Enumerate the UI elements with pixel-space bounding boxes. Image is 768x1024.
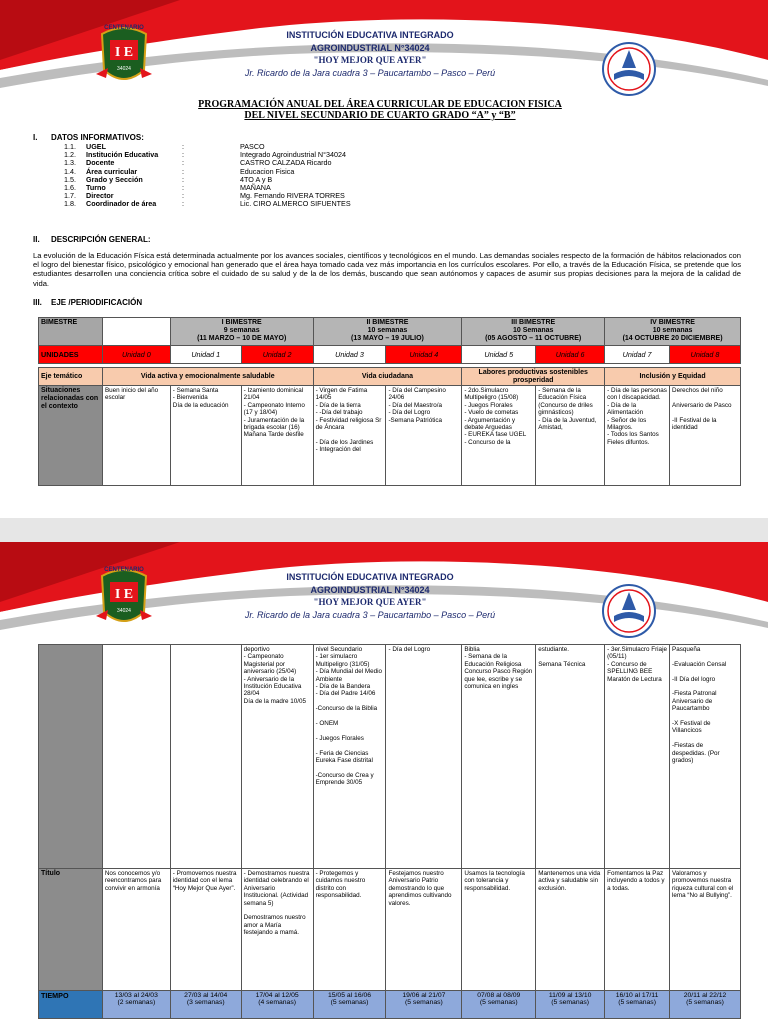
situacion-cell: Buen inicio del año escolar	[102, 386, 170, 486]
situacion-cell: estudiante. Semana Técnica	[536, 645, 605, 869]
titulo-cell: - Promovemos nuestra identidad con el lema “Hoy Mejor Que Ayer”.	[170, 869, 241, 991]
info-key: Área curricular	[86, 166, 138, 176]
situacion-cell: Pasqueña -Evaluación Censal -II Día del logro -Fiesta Patronal Aniversario de Paucartambo -X Festival de Villancicos -Fiestas de despedidas. (Por grados)	[670, 645, 741, 869]
titulo-cell: Fomentamos la Paz incluyendo a todos y a todas.	[605, 869, 670, 991]
situacion-cell: - Izamiento dominical 21/04 - Campeonato Interno (17 y 18/04) - Juramentación de la brigada escolar (16) Mañana Tarde desfile	[241, 386, 313, 486]
school-crest	[88, 18, 160, 90]
titulo-label: Título	[39, 869, 103, 991]
info-colon: :	[182, 183, 184, 193]
info-key: Grado y Sección	[86, 174, 143, 184]
info-key: Director	[86, 191, 114, 201]
info-value: CASTRO CALZADA Ricardo	[240, 158, 332, 168]
eje-cell: Vida ciudadana	[313, 368, 462, 386]
school-number: AGROINDUSTRIAL N°34024	[310, 43, 430, 53]
info-colon: :	[182, 191, 184, 201]
tiempo-cell: 16/10 al 17/11 (5 semanas)	[605, 991, 670, 1019]
info-key: Coordinador de área	[86, 199, 157, 209]
tiempo-cell: 20/11 al 22/12 (5 semanas)	[670, 991, 741, 1019]
svg-text:CENTENARIO: CENTENARIO	[104, 567, 144, 573]
situacion-cell: Biblia - Semana de la Educación Religiosa Concurso Pasco Región que lee, escribe y se comunica en ingles	[462, 645, 536, 869]
unidad-cell: Unidad 1	[170, 346, 241, 364]
situacion-cell	[102, 645, 170, 869]
tiempo-cell: 11/09 al 13/10 (5 semanas)	[536, 991, 605, 1019]
section-1-heading: DATOS INFORMATIVOS:	[51, 133, 144, 142]
tiempo-cell: 19/06 al 21/07 (5 semanas)	[386, 991, 462, 1019]
periodification-table-continued	[38, 644, 741, 1019]
periodification-table	[38, 317, 741, 486]
school-number: AGROINDUSTRIAL N°34024	[310, 585, 430, 595]
info-number: 1.3.	[64, 158, 76, 168]
situacion-cell: - 2do.Simulacro Multipeligro (15/08) - Juegos Florales - Vuelo de cometas - Argumentación y debate Arguedas - EUREKA fase UGEL - Concurso de la	[462, 386, 536, 486]
situacion-cell: deportivo - Campeonato Magisterial por aniversario (25/04) - Aniversario de la Institución Educativa 28/04 Día de la madre 10/05	[241, 645, 313, 869]
info-number: 1.7.	[64, 191, 76, 201]
info-value: PASCO	[240, 142, 265, 151]
school-crest	[88, 560, 160, 632]
tiempo-label: TIEMPO	[39, 991, 103, 1019]
unidad-cell: Unidad 2	[241, 346, 313, 364]
school-address: Jr. Ricardo de la Jara cuadra 3 – Paucartambo – Pasco – Perú	[244, 68, 496, 78]
info-colon: :	[182, 158, 184, 168]
title-line-2: DEL NIVEL SECUNDARIO DE CUARTO GRADO “A” y “B”	[244, 110, 516, 121]
info-value: 4TO A y B	[240, 174, 273, 184]
section-1-number: I.	[33, 133, 38, 142]
globe-book-logo	[600, 582, 658, 640]
bimestre-3: III BIMESTRE 10 Semanas (05 AGOSTO – 11 OCTUBRE)	[462, 318, 605, 346]
unidad-cell: Unidad 7	[605, 346, 670, 364]
info-colon: :	[182, 174, 184, 184]
tiempo-cell: 27/03 al 14/04 (3 semanas)	[170, 991, 241, 1019]
tiempo-cell: 07/08 al 08/09 (5 semanas)	[462, 991, 536, 1019]
tiempo-cell: 17/04 al 12/05 (4 semanas)	[241, 991, 313, 1019]
titulo-cell: Nos conocemos y/o reencontramos para convivir en armonía	[102, 869, 170, 991]
titulo-cell: Mantenemos una vida activa y saludable sin exclusión.	[536, 869, 605, 991]
info-value: Integrado Agroindustrial N°34024	[240, 150, 346, 160]
document-title	[150, 99, 610, 121]
info-number: 1.8.	[64, 199, 76, 209]
situacion-cell: - Día del Campesino 24/06 - Día del Maestro/a - Día del Logro -Semana Patriótica	[386, 386, 462, 486]
section-3-heading: EJE /PERIODIFICACIÓN	[51, 298, 143, 307]
info-key: Docente	[86, 158, 115, 168]
info-number: 1.1.	[64, 142, 76, 151]
titulo-cell: Valoramos y promovemos nuestra riqueza cultural con el lema “No al Bullying”.	[670, 869, 741, 991]
titulo-cell: - Demostramos nuestra identidad celebrando el Aniversario Institucional. (Actividad semana 5) Demostramos nuestro amor a María festejando a mamá.	[241, 869, 313, 991]
bimestre-1: I BIMESTRE 9 semanas (11 MARZO – 10 DE MAYO)	[170, 318, 313, 346]
svg-text:I E: I E	[114, 45, 134, 60]
bimestre-2: II BIMESTRE 10 semanas (13 MAYO – 19 JULIO)	[313, 318, 462, 346]
section-2-heading: DESCRIPCIÓN GENERAL:	[51, 235, 151, 244]
info-key: UGEL	[86, 142, 106, 151]
situaciones-label: Situaciones relacionadas con el contexto	[39, 386, 103, 486]
situacion-cell: - Semana de la Educación Física (Concurso de driles gimnásticos) - Día de la Juventud, Amistad,	[536, 386, 605, 486]
school-motto: "HOY MEJOR QUE AYER"	[313, 55, 427, 65]
school-motto: "HOY MEJOR QUE AYER"	[313, 597, 427, 607]
school-name: INSTITUCIÓN EDUCATIVA INTEGRADO	[286, 30, 454, 40]
general-description: La evolución de la Educación Física está determinada actualmente por los avances sociales, científicos y tecnológicos en el mundo. Las demandas sociales respecto de la formación de hábitos relacionados con el logro del bienestar físico, psicológico y emocional han generado que el área haya tomado cada vez más importancia en los currículos escolares. Por ello, a través de la Educación Física, se pretende que los estudiantes desarrollen una conciencia crítica sobre el cuidado de su salud y de la de los demás, buscando que sean autónomos y capaces de asumir sus propias decisiones para la mejora de la calidad de vida.	[33, 251, 741, 288]
situacion-cell	[170, 645, 241, 869]
info-value: Educacion Fisica	[240, 166, 295, 176]
info-list	[64, 143, 351, 209]
eje-cell: Labores productivas sostenibles prosperidad	[462, 368, 605, 386]
svg-text:I E: I E	[114, 587, 134, 602]
situaciones-label-cont	[39, 645, 103, 869]
eje-cell: Inclusión y Equidad	[605, 368, 741, 386]
unidades-label: UNIDADES	[39, 346, 103, 364]
info-number: 1.6.	[64, 183, 76, 193]
school-address: Jr. Ricardo de la Jara cuadra 3 – Paucartambo – Pasco – Perú	[244, 610, 496, 620]
info-colon: :	[182, 166, 184, 176]
info-value: MAÑANA	[240, 183, 271, 193]
info-number: 1.5.	[64, 174, 76, 184]
info-colon: :	[182, 142, 184, 151]
unidad-cell: Unidad 5	[462, 346, 536, 364]
info-value: Mg. Fernando RIVERA TORRES	[240, 191, 345, 201]
page-2	[0, 542, 768, 1024]
titulo-cell: Festejamos nuestro Aniversario Patrio demostrando lo que aprendimos cultivando valores.	[386, 869, 462, 991]
svg-text:34024: 34024	[117, 608, 131, 614]
situacion-cell: - Virgen de Fatima 14/05 - Día de la tierra - -Día del trabajo - Festividad religiosa Sr de Áncara - Día de los Jardines - Integración del	[313, 386, 386, 486]
info-colon: :	[182, 150, 184, 160]
situacion-cell: nivel Secundario - 1er simulacro Multipeligro (31/05) - Día Mundial del Medio Ambiente - Día de la Bandera - Día del Padre 14/06 -Concurso de la Biblia - ONEM - Juegos Florales - Feria de Ciencias Eureka Fase distrital -Concurso de Crea y Emprende 30/05	[313, 645, 386, 869]
svg-text:34024: 34024	[117, 66, 131, 72]
bimestre-4: IV BIMESTRE 10 semanas (14 OCTUBRE 20 DICIEMBRE)	[605, 318, 741, 346]
info-key: Turno	[86, 183, 106, 193]
tiempo-cell: 13/03 al 24/03 (2 semanas)	[102, 991, 170, 1019]
situacion-cell: Derechos del niño Aniversario de Pasco -II Festival de la identidad	[670, 386, 741, 486]
section-3-number: III.	[33, 298, 42, 307]
titulo-cell: Usamos la tecnología con tolerancia y responsabilidad.	[462, 869, 536, 991]
tiempo-cell: 15/05 al 16/06 (5 semanas)	[313, 991, 386, 1019]
globe-book-logo	[600, 40, 658, 98]
bimestre-label: BIMESTRE	[39, 318, 103, 346]
letterhead	[0, 542, 768, 642]
info-number: 1.4.	[64, 166, 76, 176]
info-colon: :	[182, 199, 184, 209]
titulo-cell: - Protegemos y cuidamos nuestro distrito con responsabilidad.	[313, 869, 386, 991]
title-line-1: PROGRAMACIÓN ANUAL DEL ÁREA CURRICULAR DE EDUCACION FISICA	[198, 99, 562, 110]
unidad-cell: Unidad 6	[536, 346, 605, 364]
situacion-cell: - Semana Santa - Bienvenida Día de la educación	[170, 386, 241, 486]
page-gap	[0, 518, 768, 542]
svg-text:CENTENARIO: CENTENARIO	[104, 25, 144, 31]
info-key: Institución Educativa	[86, 150, 159, 160]
letterhead	[0, 0, 768, 100]
unidad-cell: Unidad 8	[670, 346, 741, 364]
section-2-number: II.	[33, 235, 40, 244]
eje-cell: Vida activa y emocionalmente saludable	[102, 368, 313, 386]
school-name: INSTITUCIÓN EDUCATIVA INTEGRADO	[286, 572, 454, 582]
situacion-cell: - 3er.Simulacro Friaje (05/11) - Concurso de SPELLING BEE Maratón de Lectura	[605, 645, 670, 869]
unidad-cell: Unidad 3	[313, 346, 386, 364]
info-number: 1.2.	[64, 150, 76, 160]
unidad-cell: Unidad 0	[102, 346, 170, 364]
info-row	[64, 176, 351, 184]
unidad-cell: Unidad 4	[386, 346, 462, 364]
situacion-cell: - Día del Logro	[386, 645, 462, 869]
situacion-cell: - Día de las personas con l discapacidad. - Día de la Alimentación - Señor de los Milagros. - Todos los Santos Fieles difuntos.	[605, 386, 670, 486]
info-value: Lic. CIRO ALMERCO SIFUENTES	[240, 199, 351, 209]
info-row	[64, 200, 351, 208]
eje-label: Eje temático	[39, 368, 103, 386]
